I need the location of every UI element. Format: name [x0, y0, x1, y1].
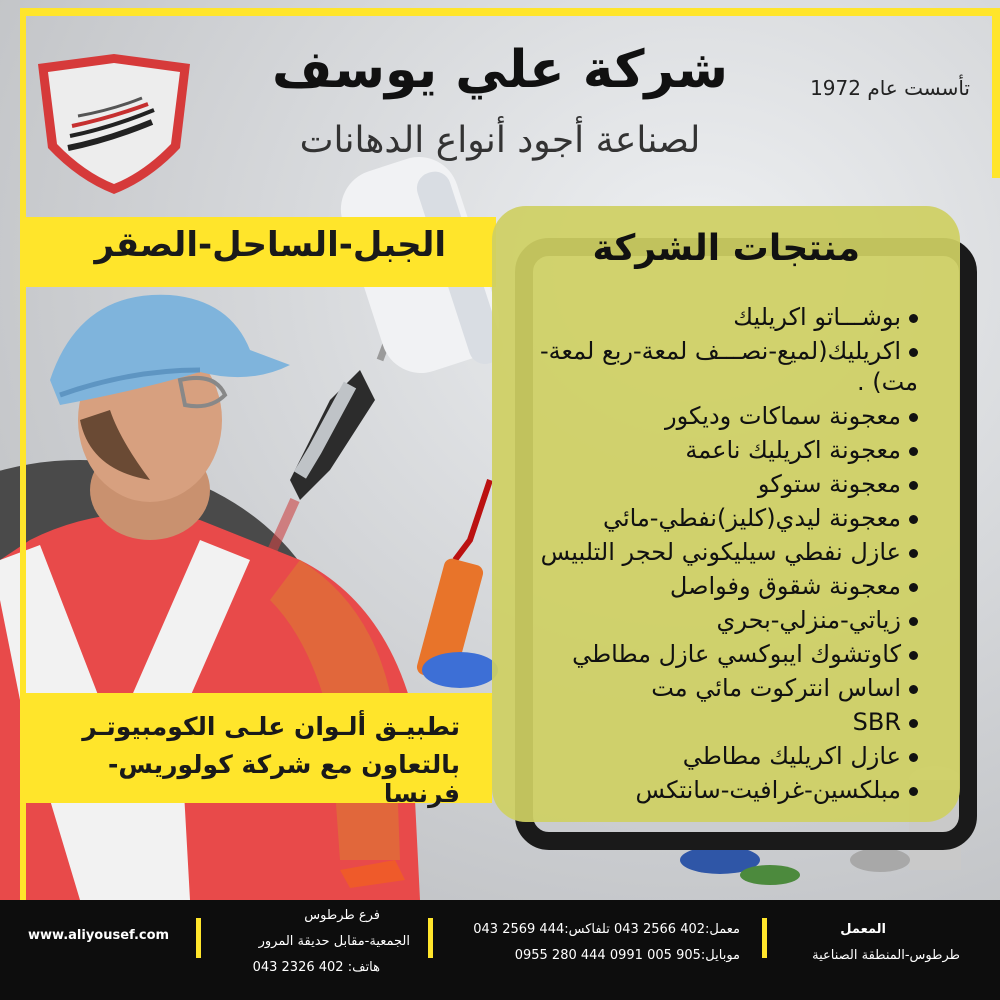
list-item: معجونة سماكات وديكور — [500, 401, 918, 432]
bullet-icon — [909, 685, 918, 694]
products-title: منتجات الشركة — [592, 228, 860, 269]
collaboration-line-2: بالتعاون مع شركة كولوريس-فرنسا — [107, 750, 460, 808]
branch-label: فرع طرطوس — [304, 908, 380, 923]
bullet-icon — [909, 753, 918, 762]
factory-label: المعمل — [840, 922, 886, 937]
list-item: كاوتشوك ايبوكسي عازل مطاطي — [500, 639, 918, 670]
company-title: شركة علي يوسف — [271, 40, 728, 100]
bullet-icon — [909, 787, 918, 796]
products-list — [500, 302, 918, 809]
list-item: عازل نفطي سيليكوني لحجر التلبيس — [500, 537, 918, 568]
shield-logo-icon — [30, 50, 198, 198]
collaboration-line-1: تطبيـق ألـوان علـى الكومبيوتـر — [82, 712, 460, 741]
list-item: مبلكسين-غرافيت-سانتكس — [500, 775, 918, 806]
bullet-icon — [909, 719, 918, 728]
list-item: عازل اكريليك مطاطي — [500, 741, 918, 772]
second-roller-frame — [455, 480, 490, 560]
brands-text: الجبل-الساحل-الصقر — [94, 225, 446, 265]
bullet-icon — [909, 583, 918, 592]
factory-phone: معمل:402 2566 043 تلفاكس:444 2569 043 — [473, 922, 740, 937]
list-item: زياتي-منزلي-بحري — [500, 605, 918, 636]
bullet-icon — [909, 447, 918, 456]
blue-bucket — [422, 652, 498, 688]
footer-separator — [196, 918, 201, 958]
footer-separator — [428, 918, 433, 958]
bullet-icon — [909, 413, 918, 422]
footer — [0, 900, 1000, 1000]
paint-can-small — [850, 848, 910, 872]
founded-year: تأسست عام 1972 — [810, 76, 970, 100]
list-item: معجونة شقوق وفواصل — [500, 571, 918, 602]
list-item: اساس انتركوت مائي مت — [500, 673, 918, 704]
mobile-phone: موبايل:905 005 0991 444 280 0955 — [514, 948, 740, 963]
bullet-icon — [909, 549, 918, 558]
list-item: بوشـــاتو اكريليك — [500, 302, 918, 333]
website-link[interactable]: www.aliyousef.com — [28, 928, 170, 943]
list-item: اكريليك(لميع-نصـــف لمعة-ربع لمعة-مت) . — [540, 337, 918, 396]
paint-can-green — [740, 865, 800, 885]
bullet-icon — [909, 651, 918, 660]
bullet-icon — [909, 515, 918, 524]
branch-phone: هاتف: 402 2326 043 — [252, 960, 380, 975]
footer-separator — [762, 918, 767, 958]
frame-top — [20, 8, 1000, 16]
list-item: معجونة ليدي(كليز)نفطي-مائي — [500, 503, 918, 534]
factory-address: طرطوس-المنطقة الصناعية — [812, 948, 960, 963]
list-item: معجونة ستوكو — [500, 469, 918, 500]
roller-grip — [290, 370, 375, 500]
list-item: معجونة اكريليك ناعمة — [500, 435, 918, 466]
frame-right — [992, 8, 1000, 178]
bullet-icon — [909, 348, 918, 357]
list-item: SBR — [500, 707, 918, 738]
bullet-icon — [909, 314, 918, 323]
branch-address: الجمعية-مقابل حديقة المرور — [258, 934, 410, 949]
bullet-icon — [909, 617, 918, 626]
company-subtitle: لصناعة أجود أنواع الدهانات — [299, 120, 701, 161]
bullet-icon — [909, 481, 918, 490]
